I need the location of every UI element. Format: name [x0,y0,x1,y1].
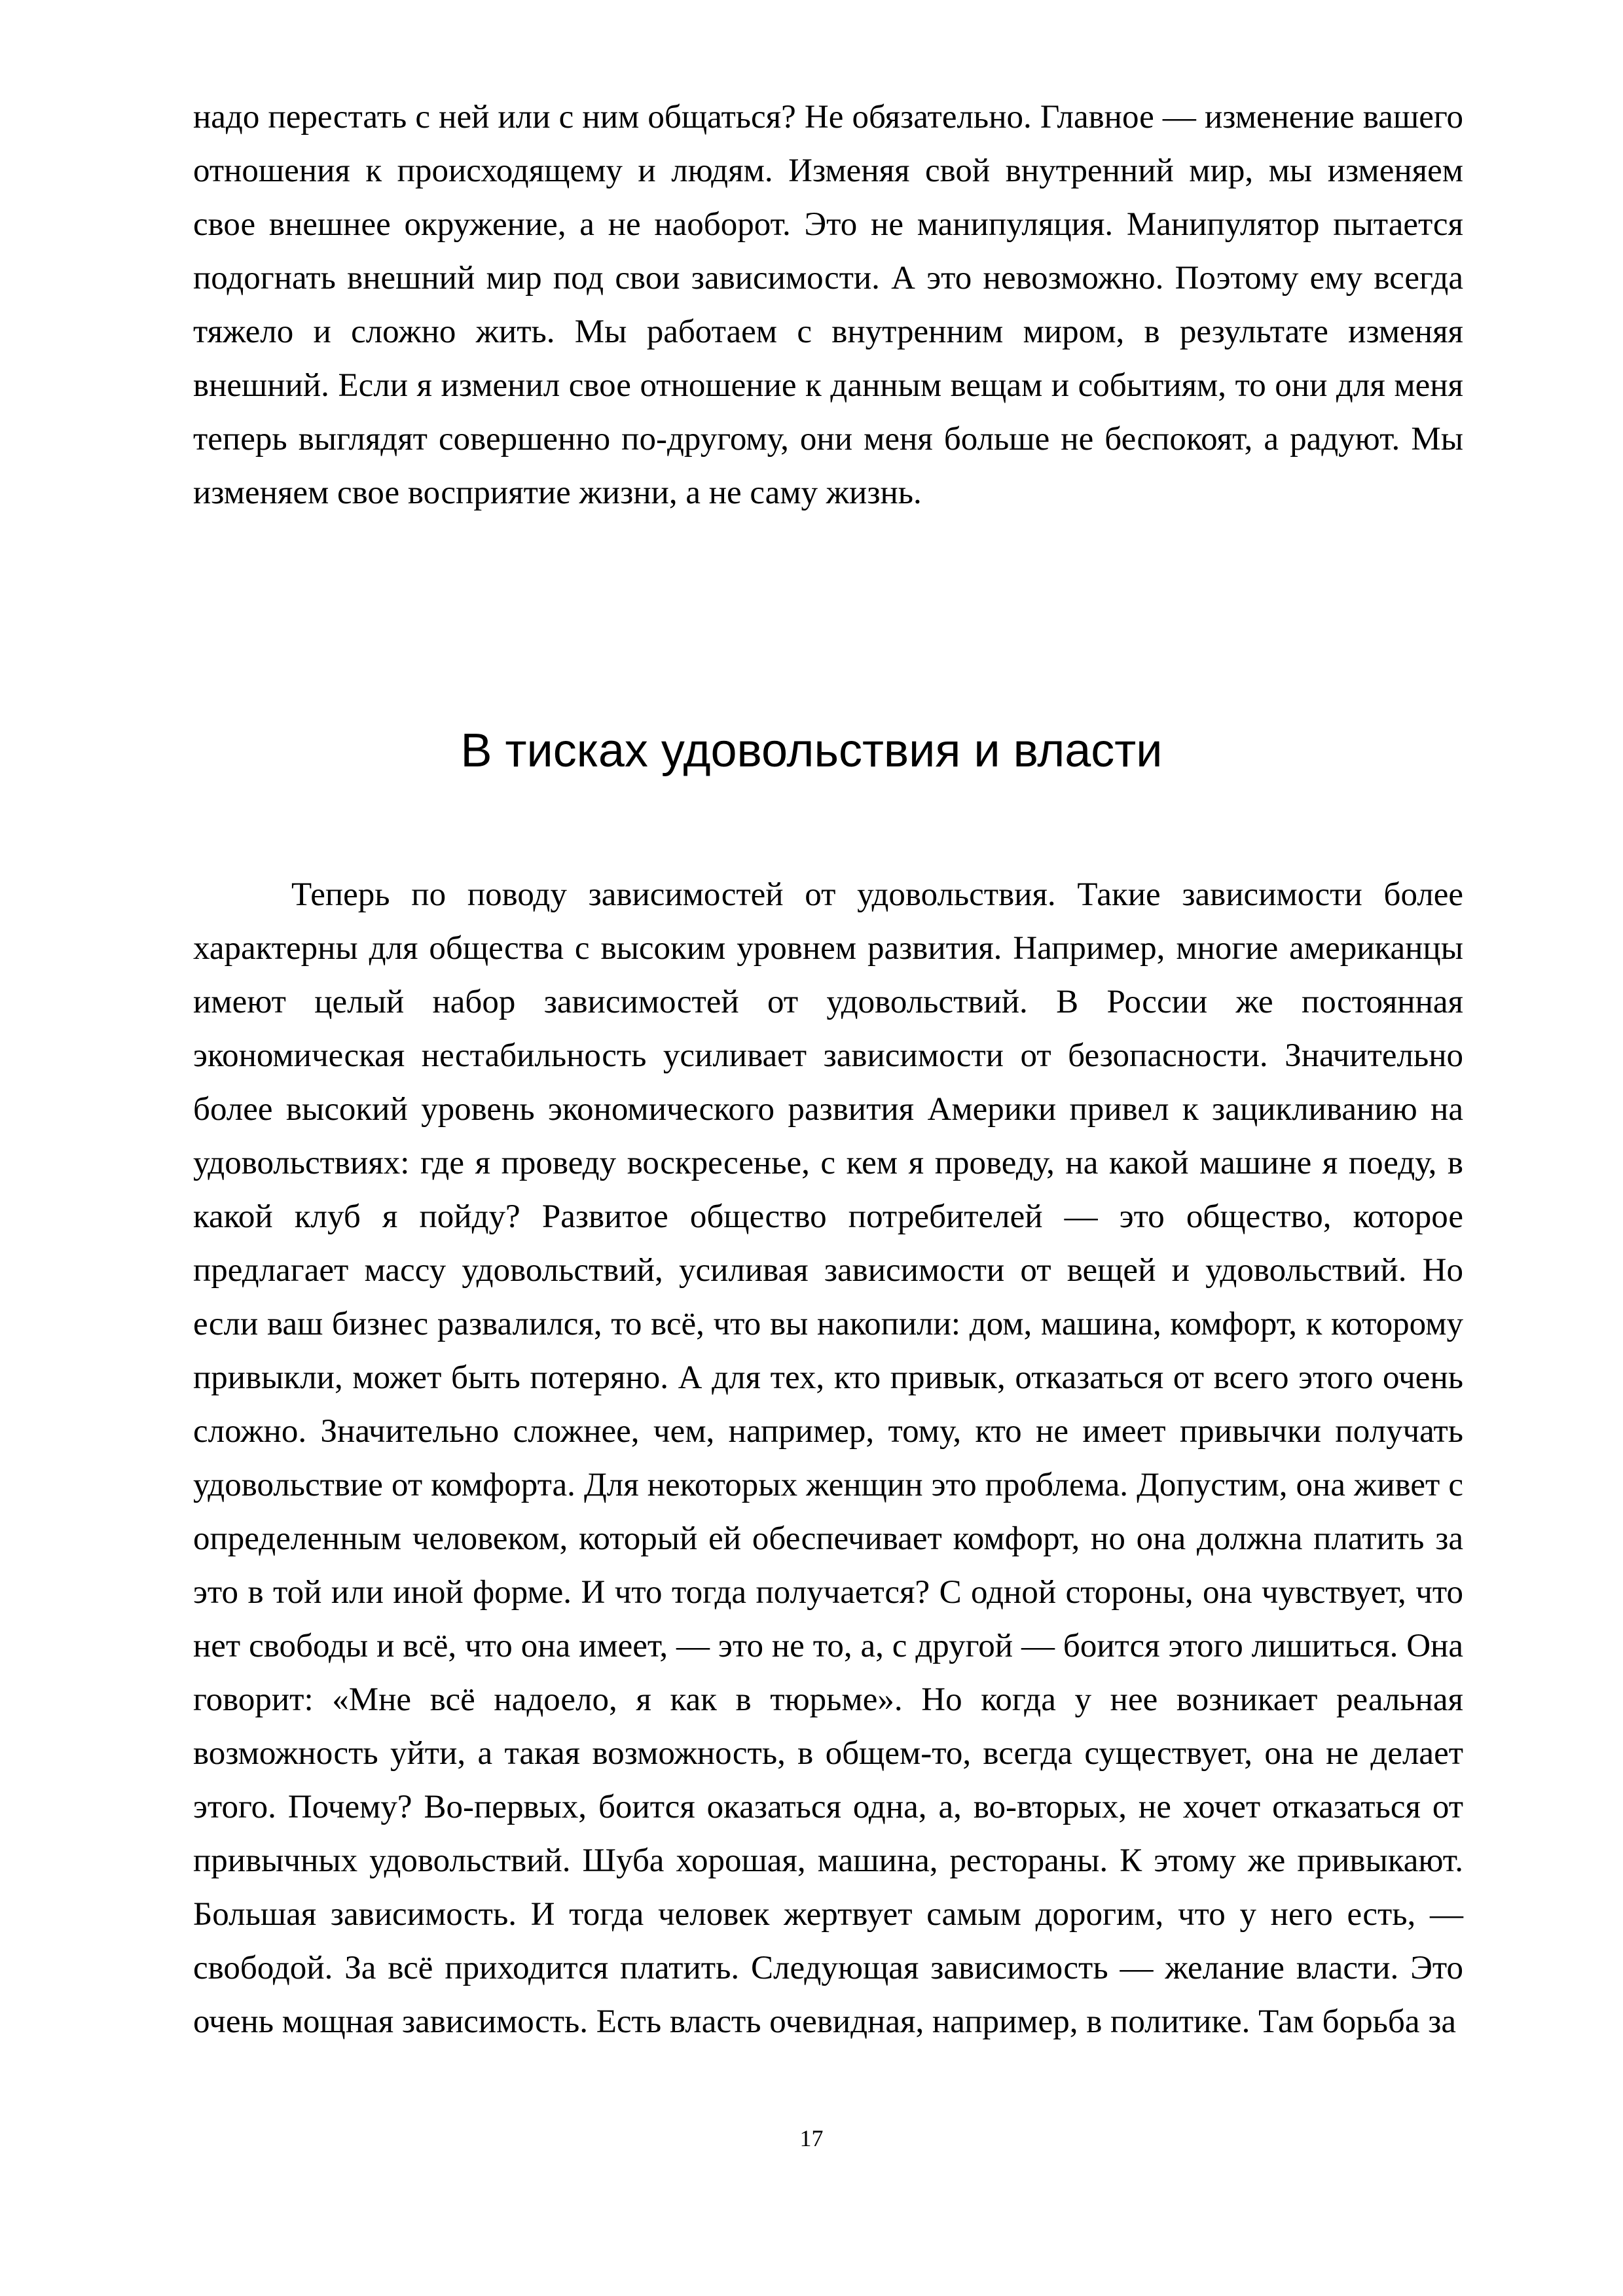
body-paragraph: Теперь по поводу зависимостей от удовольствия. Такие зависимости более характерны для общества с высоким уровнем развития. Например, многие американцы имеют целый набор зависимостей от удовольствий. В России же постоянная экономическая нестабильность усиливает зависимости от безопасности. Значительно более высокий уровень экономического развития Америки привел к зацикливанию на удовольствиях: где я проведу воскресенье, с кем я проведу, на какой машине я поеду, в какой клуб я пойду? Развитое общество потребителей — это общество, которое предлагает массу удовольствий, усиливая зависимости от вещей и удовольствий. Но если ваш бизнес развалился, то всё, что вы накопили: дом, машина, комфорт, к которому привыкли, может быть потеряно. А для тех, кто привык, отказаться от всего этого очень сложно. Значительно сложнее, чем, например, тому, кто не имеет привычки получать удовольствие от комфорта. Для некоторых женщин это проблема. Допустим, она живет с определенным человеком, который ей обеспечивает комфорт, но она должна платить за это в той или иной форме. И что тогда получается? С одной стороны, она чувствует, что нет свободы и всё, что она имеет, — это не то, а, с другой — боится этого лишиться. Она говорит: «Мне всё надоело, я как в тюрьме». Но когда у нее возникает реальная возможность уйти, а такая возможность, в общем-то, всегда существует, она не делает этого. Почему? Во-первых, боится оказаться одна, а, во-вторых, не хочет отказаться от привычных удовольствий. Шуба хорошая, машина, рестораны. К этому же привыкают. Большая зависимость. И тогда человек жертвует самым дорогим, что у него есть, — свободой. За всё приходится платить. Следующая зависимость — желание власти. Это очень мощная зависимость. Есть власть очевидная, например, в политике. Там борьба за [193,876,1463,2040]
section-heading: В тисках удовольствия и власти [460,725,1163,777]
body-paragraph-continued: надо перестать с ней или с ним общаться? Не обязательно. Главное — изменение вашего отношения к происходящему и людям. Изменяя свой внутренний мир, мы изменяем свое внешнее окружение, а не наоборот. Это не манипуляция. Манипулятор пытается подогнать внешний мир под свои зависимости. А это невозможно. Поэтому ему всегда тяжело и сложно жить. Мы работаем с внутренним миром, в результате изменяя внешний. Если я изменил свое отношение к данным вещам и событиям, то они для меня теперь выглядят совершенно по-другому, они меня больше не беспокоят, а радуют. Мы изменяем свое восприятие жизни, а не саму жизнь. [193,99,1463,511]
page-number: 17 [799,2125,824,2151]
